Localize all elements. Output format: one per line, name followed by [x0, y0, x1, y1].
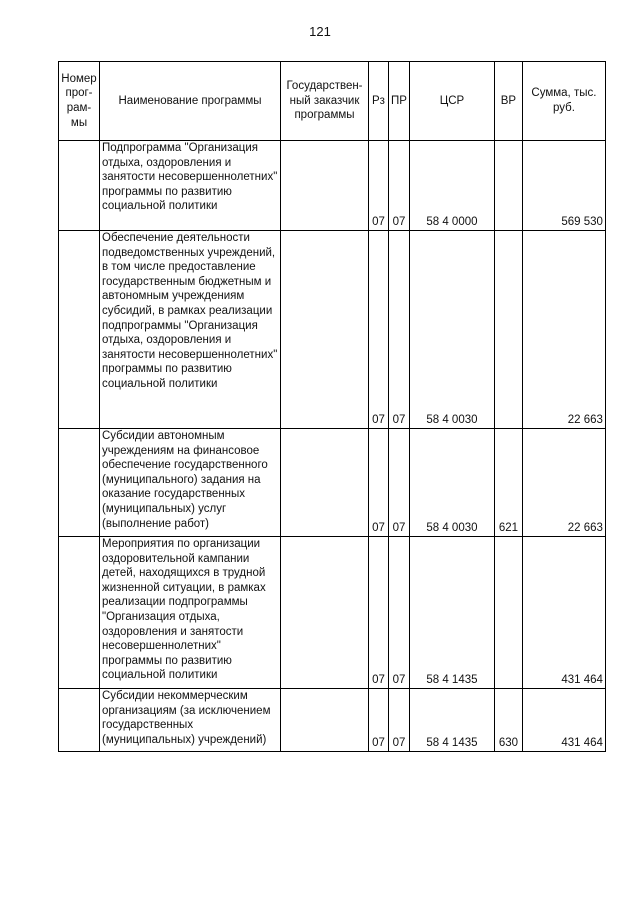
cell-csr: 58 4 0000 [409, 141, 494, 231]
cell-pr: 07 [389, 231, 410, 429]
cell-program-number [59, 231, 100, 429]
header-pr: ПР [389, 62, 410, 141]
cell-vr: 621 [494, 429, 522, 537]
cell-program-number [59, 689, 100, 752]
cell-vr: 630 [494, 689, 522, 752]
cell-program-name: Субсидии автономным учреждениям на финансовое обеспечение государственного (муниципального) задания на оказание государственных (муниципальных) услуг (выполнение работ) [100, 429, 281, 537]
cell-program-number [59, 429, 100, 537]
cell-sum: 431 464 [522, 537, 605, 689]
header-program-name: Наименование программы [100, 62, 281, 141]
header-row [59, 62, 606, 141]
table-row [59, 537, 606, 689]
table-row [59, 231, 606, 429]
header-csr: ЦСР [409, 62, 494, 141]
cell-rz: 07 [369, 537, 389, 689]
cell-pr: 07 [389, 429, 410, 537]
cell-program-number [59, 141, 100, 231]
cell-pr: 07 [389, 141, 410, 231]
cell-rz: 07 [369, 231, 389, 429]
cell-program-name: Подпрограмма "Организация отдыха, оздоровления и занятости несовершеннолетних" программы по развитию социальной политики [100, 141, 281, 231]
cell-state-customer [281, 141, 369, 231]
cell-program-name: Субсидии некоммерческим организациям (за исключением государственных (муниципальных) учреждений) [100, 689, 281, 752]
header-rz: Рз [369, 62, 389, 141]
cell-program-name: Обеспечение деятельности подведомственных учреждений, в том числе предоставление государственным бюджетным и автономным учреждениям субсидий, в рамках реализации подпрограммы "Организация отдыха, оздоровления и занятости несовершеннолетних" программы по развитию социальной политики [100, 231, 281, 429]
cell-state-customer [281, 231, 369, 429]
cell-program-number [59, 537, 100, 689]
cell-csr: 58 4 1435 [409, 689, 494, 752]
cell-sum: 22 663 [522, 231, 605, 429]
page-number: 121 [309, 24, 331, 39]
cell-state-customer [281, 537, 369, 689]
cell-state-customer [281, 689, 369, 752]
cell-csr: 58 4 0030 [409, 429, 494, 537]
table-row [59, 141, 606, 231]
cell-rz: 07 [369, 689, 389, 752]
cell-sum: 22 663 [522, 429, 605, 537]
header-vr: ВР [494, 62, 522, 141]
cell-rz: 07 [369, 429, 389, 537]
table-row [59, 429, 606, 537]
header-sum: Сумма, тыс. руб. [522, 62, 605, 141]
cell-vr [494, 231, 522, 429]
header-program-number: Номер прог-рам-мы [59, 62, 100, 141]
cell-pr: 07 [389, 537, 410, 689]
cell-program-name: Мероприятия по организации оздоровительной кампании детей, находящихся в трудной жизненной ситуации, в рамках реализации подпрограммы "Организация отдыха, оздоровления и занятости несовершеннолетних" программы по развитию социальной политики [100, 537, 281, 689]
cell-vr [494, 537, 522, 689]
cell-rz: 07 [369, 141, 389, 231]
cell-sum: 431 464 [522, 689, 605, 752]
cell-vr [494, 141, 522, 231]
cell-csr: 58 4 1435 [409, 537, 494, 689]
cell-pr: 07 [389, 689, 410, 752]
header-state-customer: Государствен-ный заказчик программы [281, 62, 369, 141]
budget-table [58, 61, 606, 752]
cell-csr: 58 4 0030 [409, 231, 494, 429]
cell-state-customer [281, 429, 369, 537]
table-row [59, 689, 606, 752]
cell-sum: 569 530 [522, 141, 605, 231]
